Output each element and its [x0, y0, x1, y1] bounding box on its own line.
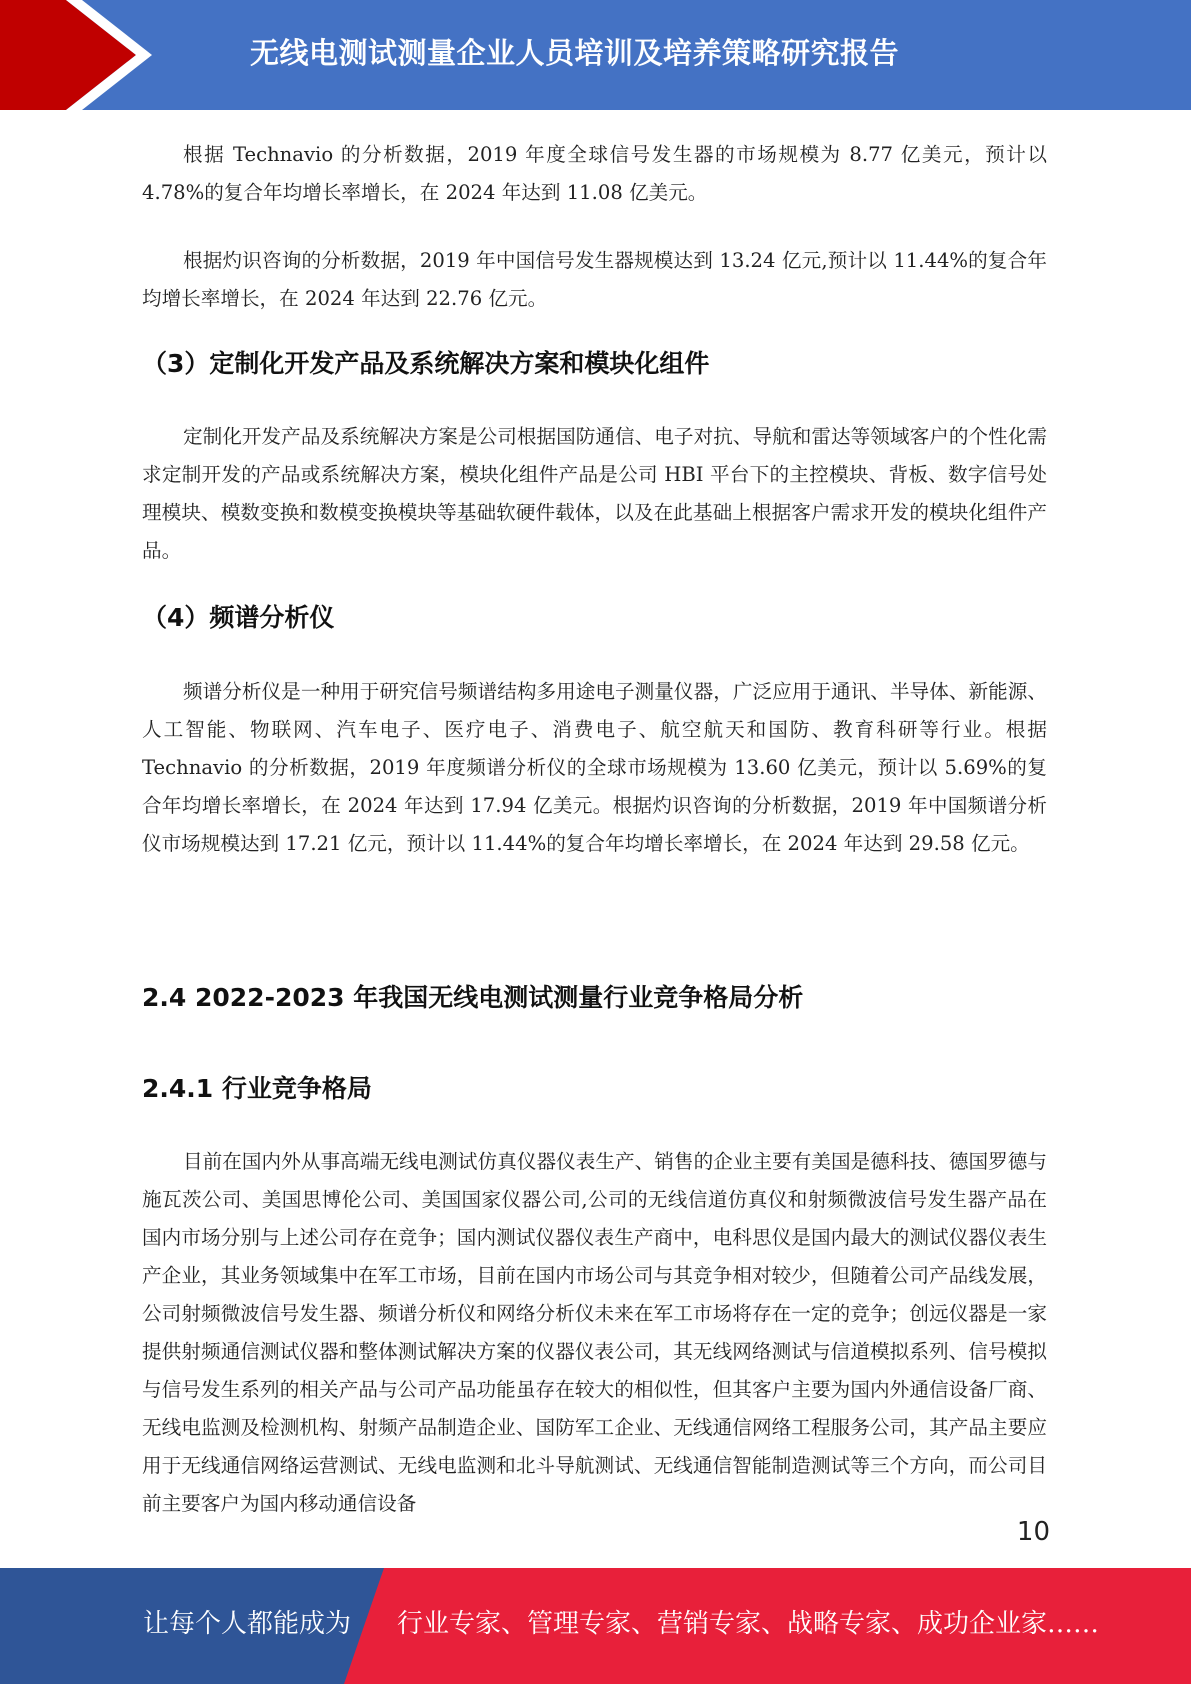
paragraph-competition-landscape: 目前在国内外从事高端无线电测试仿真仪器仪表生产、销售的企业主要有美国是德科技、德国罗德与施瓦茨公司、美国思博伦公司、美国国家仪器公司,公司的无线信道仿真仪和射频微波信号发生器产品在国内市场分别与上述公司存在竞争；国内测试仪器仪表生产商中，电科思仪是国内最大的测试仪器仪表生产企业，其业务领域集中在军工市场，目前在国内市场公司与其竞争相对较少，但随着公司产品线发展，公司射频微波信号发生器、频谱分析仪和网络分析仪未来在军工市场将存在一定的竞争；创远仪器是一家提供射频通信测试仪器和整体测试解决方案的仪器仪表公司，其无线网络测试与信道模拟系列、信号模拟与信号发生系列的相关产品与公司产品功能虽存在较大的相似性，但其客户主要为国内外通信设备厂商、无线电监测及检测机构、射频产品制造企业、国防军工企业、无线通信网络工程服务公司，其产品主要应用于无线通信网络运营测试、无线电监测和北斗导航测试、无线通信智能制造测试等三个方向，而公司目前主要客户为国内移动通信设备: [142, 1150, 1047, 1515]
paragraph-china-signal-generator: 根据灼识咨询的分析数据，2019 年中国信号发生器规模达到 13.24 亿元,预计以 11.44%的复合年均增长率增长，在 2024 年达到 22.76 亿元。: [142, 249, 1047, 310]
page-footer: [0, 1568, 1191, 1684]
footer-slogan-left: 让每个人都能成为: [143, 1609, 352, 1639]
heading-custom-products: （3）定制化开发产品及系统解决方案和模块化组件: [142, 349, 710, 378]
paragraph-custom-products: 定制化开发产品及系统解决方案是公司根据国防通信、电子对抗、导航和雷达等领域客户的个性化需求定制开发的产品或系统解决方案，模块化组件产品是公司 HBI 平台下的主控模块、背板、数字信号处理模块、模数变换和数模变换模块等基础软硬件载体，以及在此基础上根据客户需求开发的模块化组件产品。: [142, 425, 1047, 562]
report-title: 无线电测试测量企业人员培训及培养策略研究报告: [250, 36, 900, 70]
page-number: 10: [1016, 1517, 1050, 1547]
section-heading-2-4: 2.4 2022-2023 年我国无线电测试测量行业竞争格局分析: [142, 983, 804, 1012]
paragraph-global-signal-generator: 根据 Technavio 的分析数据，2019 年度全球信号发生器的市场规模为 8.77 亿美元，预计以 4.78%的复合年均增长率增长，在 2024 年达到 11.08 亿美元。: [142, 143, 1047, 204]
page-header: [0, 0, 1191, 110]
section-heading-2-4-1: 2.4.1 行业竞争格局: [142, 1074, 372, 1103]
footer-slogan-right: 行业专家、管理专家、营销专家、战略专家、成功企业家……: [397, 1609, 1100, 1639]
heading-spectrum-analyzer: （4）频谱分析仪: [142, 603, 335, 632]
paragraph-spectrum-analyzer: 频谱分析仪是一种用于研究信号频谱结构多用途电子测量仪器，广泛应用于通讯、半导体、新能源、人工智能、物联网、汽车电子、医疗电子、消费电子、航空航天和国防、教育科研等行业。根据 Technavio 的分析数据，2019 年度频谱分析仪的全球市场规模为 13.60 亿美元，预计以 5.69%的复合年均增长率增长，在 2024 年达到 17.94 亿美元。根据灼识咨询的分析数据，2019 年中国频谱分析仪市场规模达到 17.21 亿元，预计以 11.44%的复合年均增长率增长，在 2024 年达到 29.58 亿元。: [142, 680, 1047, 855]
